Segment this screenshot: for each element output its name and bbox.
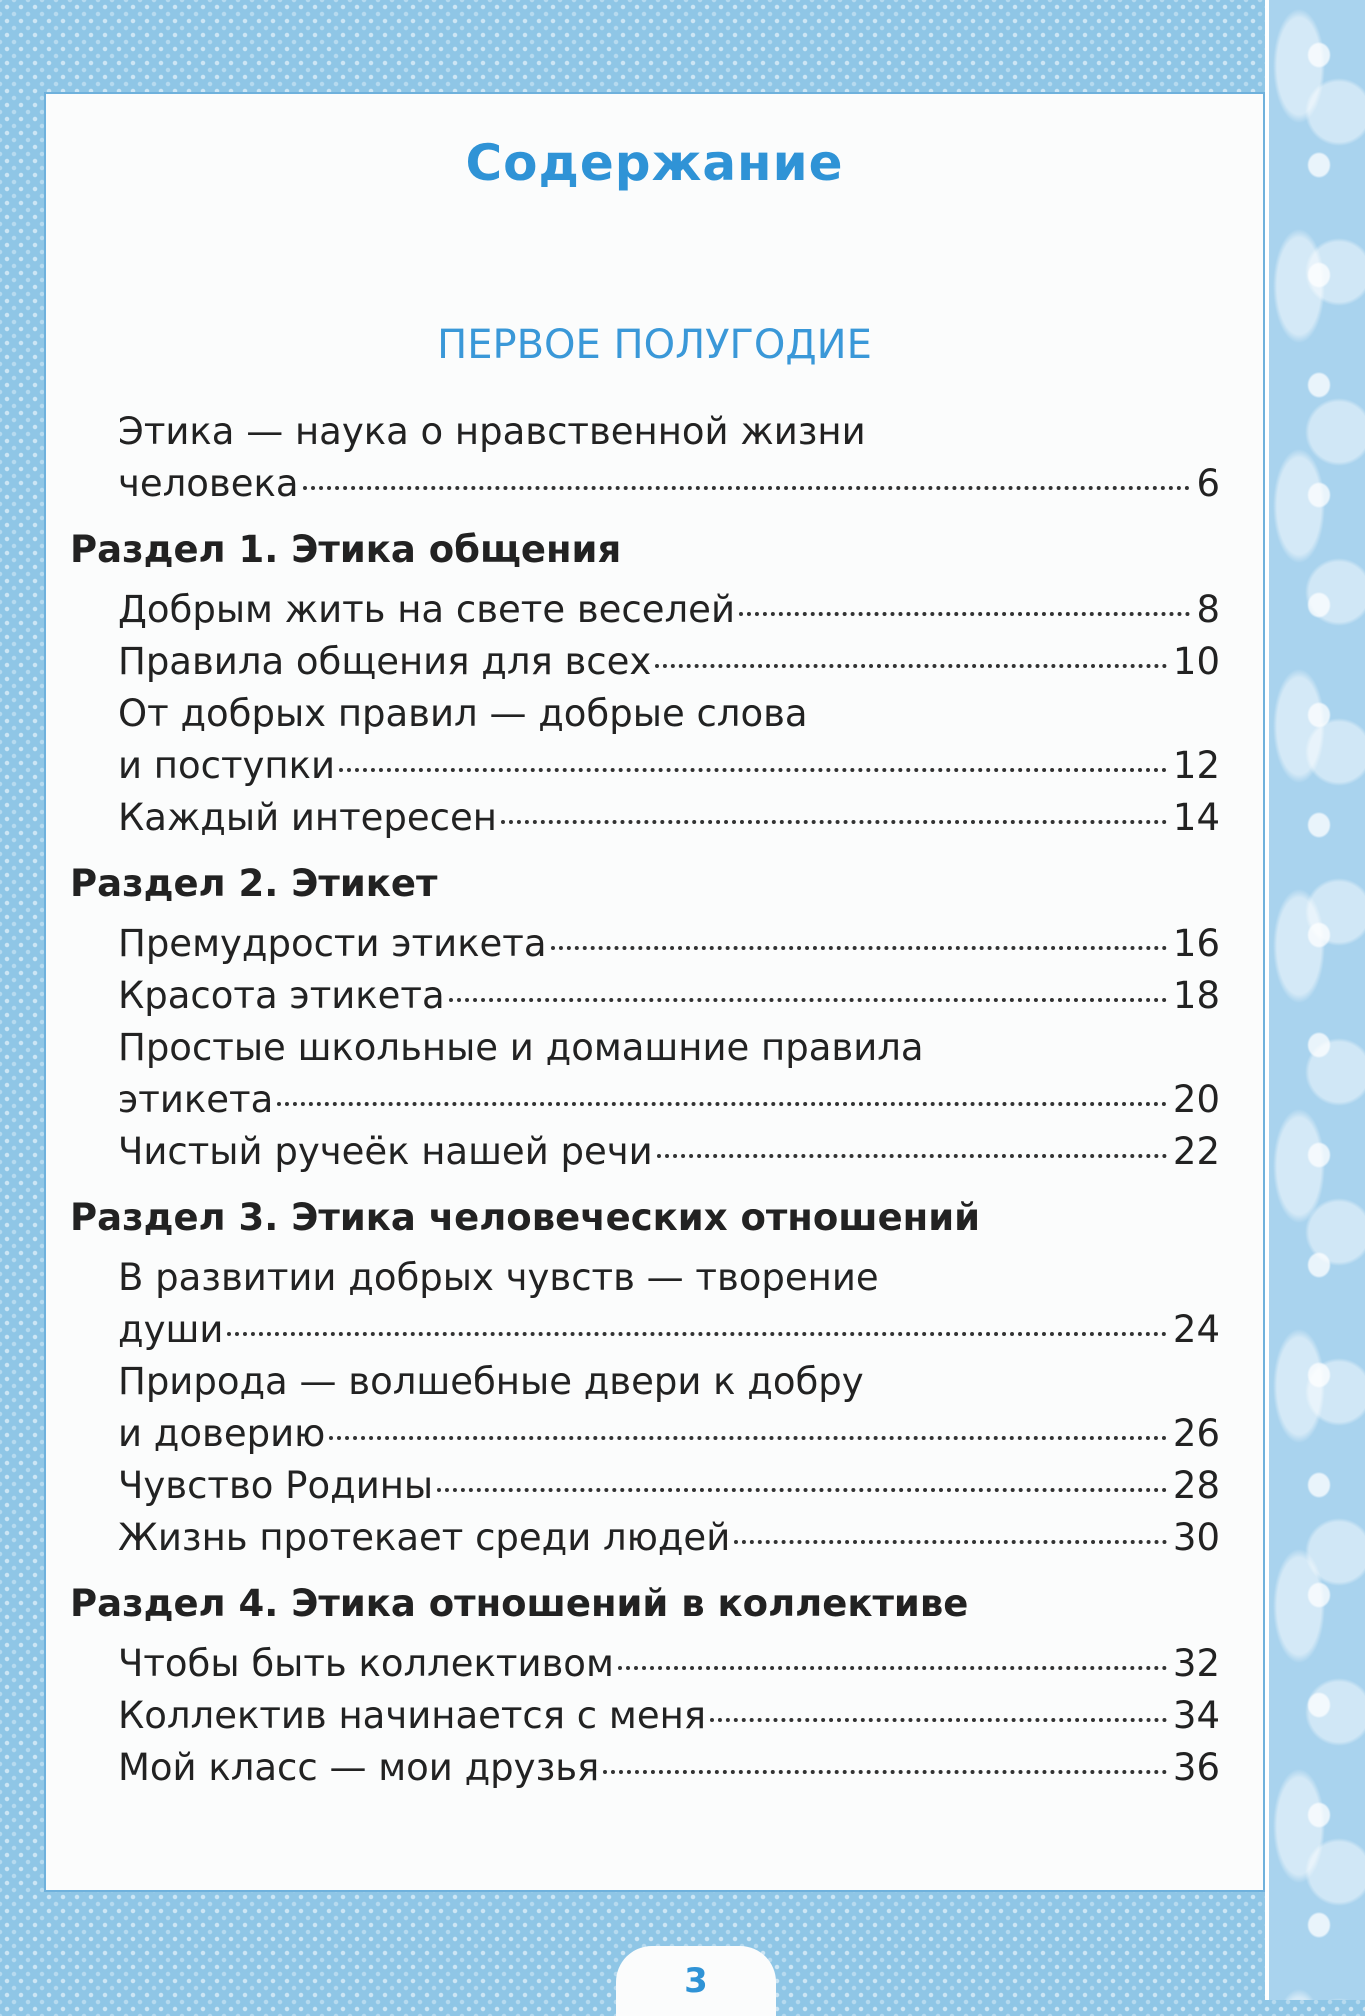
- section-heading[interactable]: Раздел 1. Этика общения: [70, 528, 622, 571]
- toc-entry[interactable]: [70, 1690, 1220, 1742]
- section-heading[interactable]: Раздел 4. Этика отношений в коллективе: [70, 1582, 969, 1625]
- toc-entry-title-line: Этика — наука о нравственной жизни: [118, 410, 866, 453]
- toc-entry-title-end: Каждый интересен: [118, 796, 497, 839]
- toc-entry[interactable]: [70, 1356, 1220, 1460]
- page-title: Содержание: [465, 134, 844, 192]
- toc-entry[interactable]: [70, 918, 1220, 970]
- toc-entry-title-end: этикета: [118, 1078, 274, 1121]
- toc-entry-last-line: [118, 1408, 1220, 1460]
- toc-page-number: 30: [1172, 1516, 1220, 1559]
- toc-entry[interactable]: [70, 1742, 1220, 1794]
- decorative-ornament-border: [1265, 0, 1365, 2000]
- toc-entry[interactable]: [70, 1252, 1220, 1356]
- toc-entry-last-line: [118, 1742, 1220, 1794]
- toc-entry-title-end: Мой класс — мои друзья: [118, 1746, 600, 1789]
- toc-entry-last-line: [118, 636, 1220, 688]
- toc-entry-last-line: [118, 740, 1220, 792]
- toc-entry-last-line: [118, 1512, 1220, 1564]
- toc-entry-last-line: [118, 1074, 1220, 1126]
- toc-entry-title-end: и поступки: [118, 744, 336, 787]
- toc-entry-last-line: [118, 918, 1220, 970]
- toc-entry-last-line: [118, 970, 1220, 1022]
- toc-entry-title-end: и доверию: [118, 1412, 326, 1455]
- toc-entry-title-end: Премудрости этикета: [118, 922, 547, 965]
- toc-page-number: 8: [1196, 588, 1220, 631]
- toc-entry-last-line: [118, 1304, 1220, 1356]
- toc-entry[interactable]: [70, 688, 1220, 792]
- toc-entry[interactable]: [70, 1512, 1220, 1564]
- toc-entry-title-end: Чтобы быть коллективом: [118, 1642, 614, 1685]
- toc-entry-title-end: человека: [118, 462, 299, 505]
- toc-page-number: 10: [1172, 640, 1220, 683]
- dot-leader: [603, 1770, 1167, 1774]
- toc-entry-title-line: В развитии добрых чувств — творение: [118, 1256, 879, 1299]
- dot-leader: [618, 1666, 1167, 1670]
- toc-page-number: 6: [1196, 462, 1220, 505]
- toc-entry-title-end: Коллектив начинается с меня: [118, 1694, 707, 1737]
- toc-entry-title-line: Природа — волшебные двери к добру: [118, 1360, 864, 1403]
- book-page: [44, 92, 1265, 2001]
- dot-leader: [551, 946, 1167, 950]
- toc-entry[interactable]: [70, 1126, 1220, 1178]
- dot-leader: [437, 1488, 1167, 1492]
- semester-heading: ПЕРВОЕ ПОЛУГОДИЕ: [437, 322, 872, 368]
- dot-leader: [329, 1436, 1167, 1440]
- toc-entry-title-end: Красота этикета: [118, 974, 445, 1017]
- toc-entry-title-line: Простые школьные и домашние правила: [118, 1026, 924, 1069]
- toc-entry-last-line: [118, 1126, 1220, 1178]
- toc-page-number: 12: [1172, 744, 1220, 787]
- toc-entry[interactable]: [70, 406, 1220, 510]
- toc-entry[interactable]: [70, 1022, 1220, 1126]
- dot-leader: [501, 820, 1167, 824]
- table-of-contents: [70, 406, 1220, 1794]
- dot-leader: [739, 612, 1190, 616]
- toc-entry-last-line: [118, 584, 1220, 636]
- toc-entry-title-end: Жизнь протекает среди людей: [118, 1516, 731, 1559]
- section-heading[interactable]: Раздел 2. Этикет: [70, 862, 438, 905]
- toc-page-number: 36: [1172, 1746, 1220, 1789]
- toc-page-number: 18: [1172, 974, 1220, 1017]
- toc-entry-last-line: [118, 1638, 1220, 1690]
- toc-page-number: 34: [1172, 1694, 1220, 1737]
- toc-entry-title-end: Добрым жить на свете веселей: [118, 588, 735, 631]
- section-heading[interactable]: Раздел 3. Этика человеческих отношений: [70, 1196, 981, 1239]
- toc-entry-last-line: [118, 1460, 1220, 1512]
- dot-leader: [657, 1154, 1167, 1158]
- toc-page-number: 26: [1172, 1412, 1220, 1455]
- toc-entry[interactable]: [70, 636, 1220, 688]
- toc-entry-title-end: души: [118, 1308, 224, 1351]
- dot-leader: [449, 998, 1167, 1002]
- toc-entry-last-line: [118, 792, 1220, 844]
- toc-page-number: 22: [1172, 1130, 1220, 1173]
- dot-leader: [655, 664, 1167, 668]
- dot-leader: [277, 1102, 1167, 1106]
- toc-page-number: 20: [1172, 1078, 1220, 1121]
- toc-page-number: 28: [1172, 1464, 1220, 1507]
- toc-entry-title-end: Чистый ручеёк нашей речи: [118, 1130, 653, 1173]
- toc-entry[interactable]: [70, 792, 1220, 844]
- toc-entry-title-end: Правила общения для всех: [118, 640, 652, 683]
- page-number: 3: [616, 1946, 776, 2016]
- toc-entry-title-line: От добрых правил — добрые слова: [118, 692, 808, 735]
- toc-entry[interactable]: [70, 1460, 1220, 1512]
- toc-entry-last-line: [118, 458, 1220, 510]
- toc-entry[interactable]: [70, 584, 1220, 636]
- dot-leader: [734, 1540, 1167, 1544]
- toc-page-number: 16: [1172, 922, 1220, 965]
- dot-leader: [710, 1718, 1167, 1722]
- toc-entry-title-end: Чувство Родины: [118, 1464, 434, 1507]
- toc-page-number: 24: [1172, 1308, 1220, 1351]
- toc-entry[interactable]: [70, 1638, 1220, 1690]
- toc-page-number: 32: [1172, 1642, 1220, 1685]
- toc-entry-last-line: [118, 1690, 1220, 1742]
- toc-entry[interactable]: [70, 970, 1220, 1022]
- toc-sections: [70, 524, 1220, 1794]
- toc-page-number: 14: [1172, 796, 1220, 839]
- dot-leader: [303, 486, 1191, 490]
- dot-leader: [339, 768, 1167, 772]
- dot-leader: [227, 1332, 1167, 1336]
